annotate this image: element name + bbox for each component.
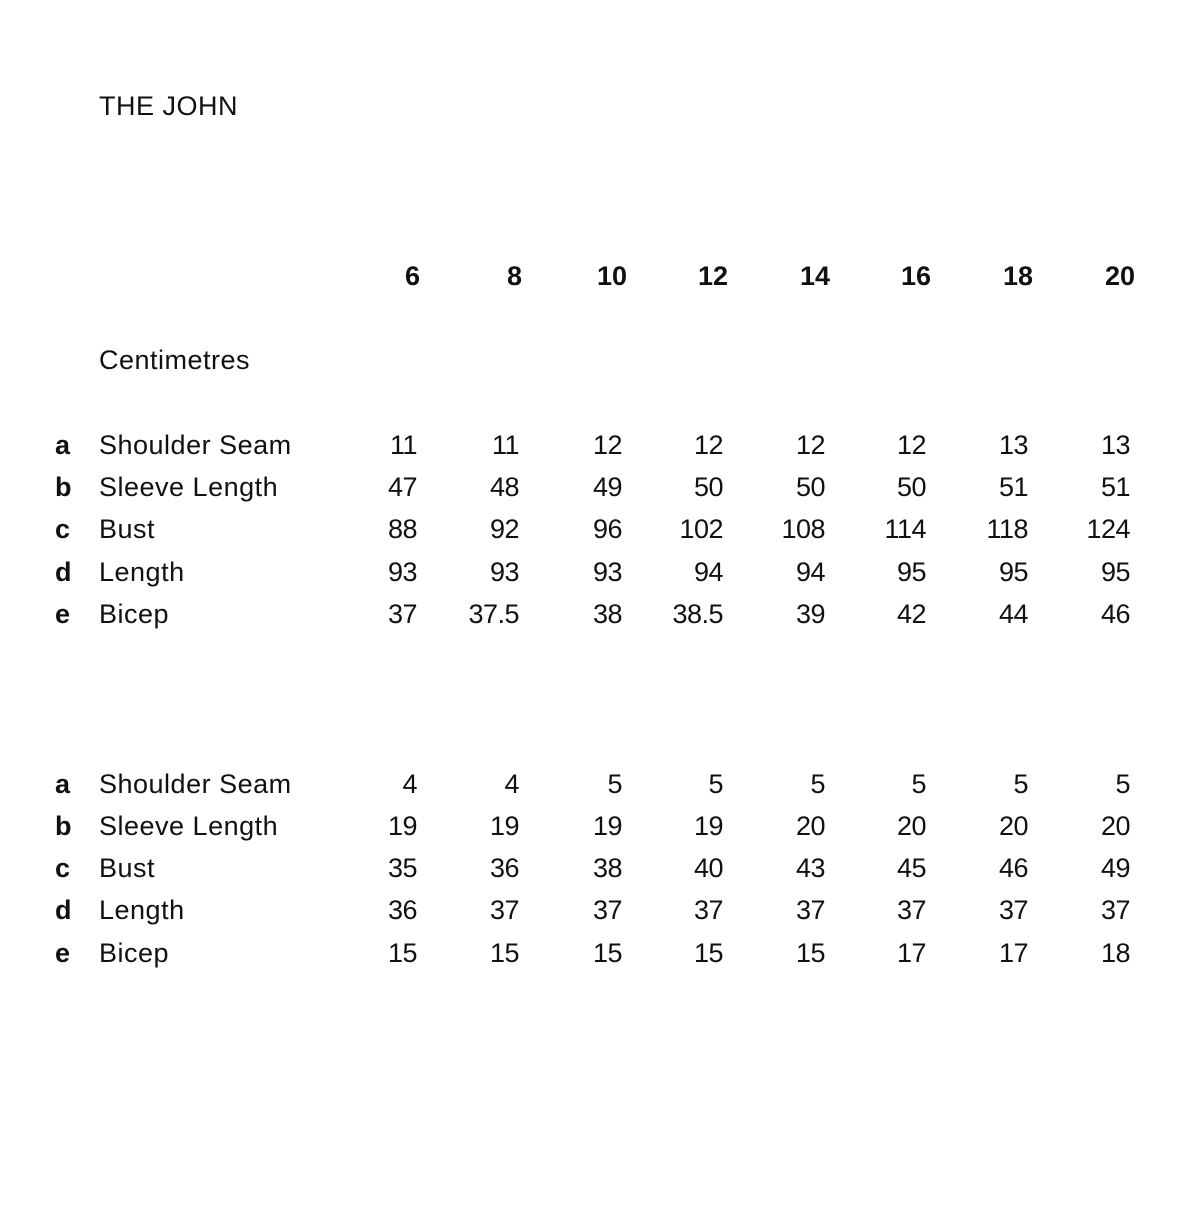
row-letter: c — [55, 514, 71, 544]
table-cell: 19 — [592, 811, 622, 841]
table-cell: 124 — [1086, 514, 1130, 544]
table-cell: 51 — [998, 472, 1028, 502]
table-cell: 13 — [998, 430, 1028, 460]
row-label: Bicep — [99, 938, 170, 968]
size-header: 6 — [404, 261, 420, 291]
table-cell: 35 — [387, 853, 417, 883]
table-cell: 12 — [693, 430, 723, 460]
table-cell: 37 — [896, 895, 926, 925]
row-letter: c — [55, 853, 71, 883]
size-header: 18 — [1002, 261, 1033, 291]
table-cell: 15 — [592, 938, 622, 968]
table-cell: 36 — [489, 853, 519, 883]
table-cell: 93 — [489, 557, 519, 587]
table-cell: 37 — [1100, 895, 1130, 925]
row-label: Sleeve Length — [99, 472, 279, 502]
row-label: Shoulder Seam — [99, 430, 292, 460]
table-cell: 37 — [387, 599, 417, 629]
table-cell: 40 — [693, 853, 723, 883]
table-row — [0, 808, 1200, 850]
table-cell: 93 — [387, 557, 417, 587]
table-cell: 46 — [998, 853, 1028, 883]
row-letter: d — [55, 895, 72, 925]
table-row — [0, 469, 1200, 511]
table-cell: 93 — [592, 557, 622, 587]
row-letter: a — [55, 769, 71, 799]
table-cell: 37 — [592, 895, 622, 925]
size-header: 16 — [900, 261, 931, 291]
row-letter: d — [55, 557, 72, 587]
table-cell: 15 — [387, 938, 417, 968]
table-cell: 17 — [998, 938, 1028, 968]
table-row — [0, 935, 1200, 977]
table-cell: 11 — [389, 430, 417, 460]
units-label: Centimetres — [99, 345, 251, 375]
table-cell: 118 — [986, 514, 1028, 544]
table-cell: 95 — [896, 557, 926, 587]
table-cell: 114 — [884, 514, 926, 544]
row-letter: b — [55, 811, 72, 841]
table-cell: 38 — [592, 853, 622, 883]
row-label: Bust — [99, 514, 156, 544]
row-label: Length — [99, 557, 185, 587]
table-cell: 20 — [896, 811, 926, 841]
table-cell: 15 — [489, 938, 519, 968]
table-cell: 49 — [592, 472, 622, 502]
table-cell: 37 — [998, 895, 1028, 925]
table-cell: 108 — [781, 514, 825, 544]
table-cell: 94 — [693, 557, 723, 587]
table-cell: 5 — [1013, 769, 1028, 799]
table-cell: 38.5 — [672, 599, 723, 629]
table-cell: 37 — [795, 895, 825, 925]
table-cell: 5 — [911, 769, 926, 799]
table-cell: 42 — [896, 599, 926, 629]
table-cell: 17 — [896, 938, 926, 968]
table-row — [0, 427, 1200, 469]
row-label: Shoulder Seam — [99, 769, 292, 799]
table-cell: 49 — [1100, 853, 1130, 883]
table-cell: 12 — [896, 430, 926, 460]
table-cell: 47 — [387, 472, 417, 502]
table-cell: 38 — [592, 599, 622, 629]
row-label: Length — [99, 895, 185, 925]
table-cell: 44 — [998, 599, 1028, 629]
table-cell: 20 — [1100, 811, 1130, 841]
table-cell: 45 — [896, 853, 926, 883]
page-title: THE JOHN — [99, 91, 238, 121]
table-cell: 37 — [693, 895, 723, 925]
row-label: Bicep — [99, 599, 170, 629]
table-cell: 5 — [708, 769, 723, 799]
table-cell: 46 — [1100, 599, 1130, 629]
table-cell: 20 — [998, 811, 1028, 841]
table-row — [0, 511, 1200, 553]
table-cell: 19 — [489, 811, 519, 841]
table-cell: 39 — [795, 599, 825, 629]
table-cell: 15 — [693, 938, 723, 968]
table-cell: 95 — [1100, 557, 1130, 587]
row-letter: e — [55, 599, 71, 629]
table-cell: 36 — [387, 895, 417, 925]
table-cell: 43 — [795, 853, 825, 883]
table-cell: 88 — [387, 514, 417, 544]
table-cell: 5 — [810, 769, 825, 799]
size-header: 20 — [1104, 261, 1135, 291]
table-cell: 50 — [795, 472, 825, 502]
table-row — [0, 892, 1200, 934]
table-cell: 94 — [795, 557, 825, 587]
size-header: 8 — [506, 261, 522, 291]
table-row — [0, 766, 1200, 808]
table-row — [0, 554, 1200, 596]
row-label: Bust — [99, 853, 156, 883]
table-row — [0, 850, 1200, 892]
table-cell: 15 — [795, 938, 825, 968]
table-cell: 13 — [1100, 430, 1130, 460]
table-cell: 18 — [1100, 938, 1130, 968]
table-cell: 50 — [693, 472, 723, 502]
table-cell: 92 — [489, 514, 519, 544]
table-cell: 37 — [489, 895, 519, 925]
table-cell: 4 — [402, 769, 417, 799]
table-row — [0, 596, 1200, 638]
table-cell: 12 — [795, 430, 825, 460]
table-cell: 20 — [795, 811, 825, 841]
table-cell: 11 — [491, 430, 519, 460]
row-letter: a — [55, 430, 71, 460]
table-cell: 5 — [1115, 769, 1130, 799]
size-header: 10 — [596, 261, 627, 291]
row-letter: e — [55, 938, 71, 968]
row-label: Sleeve Length — [99, 811, 279, 841]
table-cell: 95 — [998, 557, 1028, 587]
table-cell: 51 — [1100, 472, 1130, 502]
row-letter: b — [55, 472, 72, 502]
table-cell: 19 — [387, 811, 417, 841]
table-cell: 19 — [693, 811, 723, 841]
table-cell: 102 — [679, 514, 723, 544]
table-cell: 4 — [504, 769, 519, 799]
table-cell: 12 — [592, 430, 622, 460]
table-cell: 37.5 — [468, 599, 519, 629]
table-cell: 48 — [489, 472, 519, 502]
size-header: 14 — [799, 261, 830, 291]
table-cell: 50 — [896, 472, 926, 502]
table-cell: 96 — [592, 514, 622, 544]
size-header: 12 — [697, 261, 728, 291]
table-cell: 5 — [607, 769, 622, 799]
